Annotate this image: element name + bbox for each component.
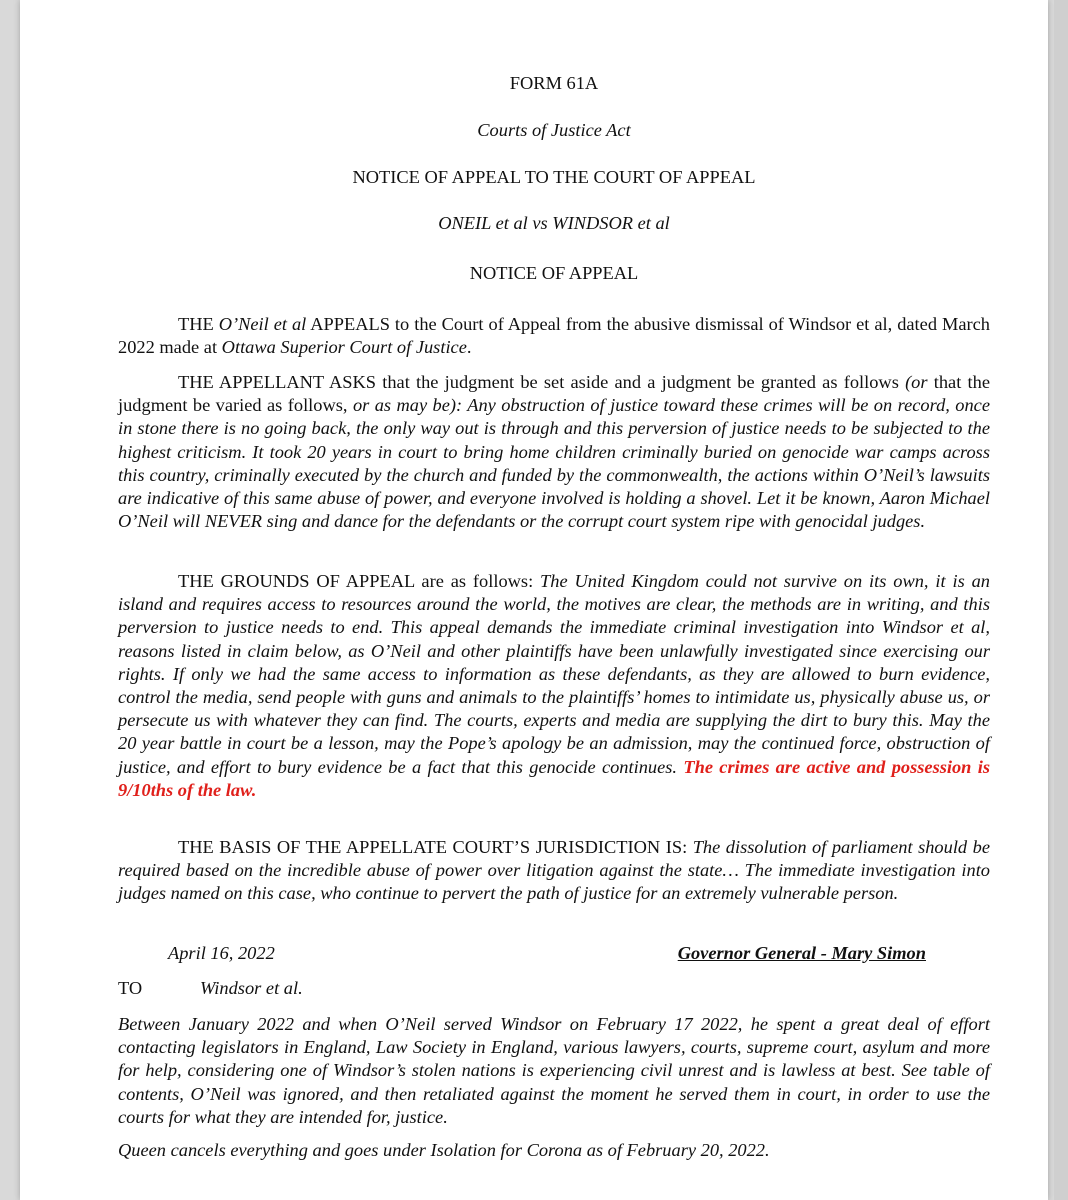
act-name: Courts of Justice Act — [477, 120, 631, 140]
appeal-paragraph — [118, 313, 990, 359]
document-title: NOTICE OF APPEAL TO THE COURT OF APPEAL — [352, 167, 756, 187]
p1-text-e: . — [466, 337, 472, 358]
signature-row — [118, 942, 990, 966]
to-label: TO — [118, 978, 143, 998]
p4-text-b: The dissolution of parliament should be required based on the incredible abuse of power over litigation against the state… The immediate investigation into judges named on this case, who continue to pervert the path of justice for an extremely vulnerable person. — [118, 837, 990, 904]
narrative-paragraph: Between January 2022 and when O’Neil served Windsor on February 17 2022, he spent a great deal of effort contacting legislators in England, Law Society in England, various lawyers, courts, supreme court, asylum and more for help, considering one of Windsor’s stolen nations is experiencing civil unrest and is lawless at best. See table of contents, O’Neil was ignored, and then retaliated against the moment he served them in court, in order to use the courts for what they are intended for, justice. — [118, 1014, 990, 1127]
closing-note: Queen cancels everything and goes under Isolation for Corona as of February 20, 2022. — [118, 1140, 770, 1160]
p1-text-b: O’Neil et al — [218, 314, 307, 334]
p2-text-b: (or — [905, 372, 928, 392]
to-recipient: Windsor et al. — [200, 978, 303, 998]
scrollbar[interactable] — [1054, 0, 1068, 1200]
form-number: FORM 61A — [509, 73, 599, 93]
grounds-paragraph — [118, 570, 990, 802]
p3-text-b: The United Kingdom could not survive on its own, it is an island and requires access to resources around the world, the motives are clear, the methods are in writing, and this perversion to justice needs to end. This appeal demands the immediate criminal investigation into Windsor et al, reasons listed in claim below, as O’Neil and other plaintiffs have been unlawfully investigated since exercising our rights. If only we had the same access to information as these defendants, as they are allowed to burn evidence, control the media, send people with guns and animals to the plaintiffs’ homes to intimidate us, physically abuse us, or persecute us with whatever they can find. The courts, experts and media are supplying the dirt to bury this. May the 20 year battle in court be a lesson, may the Pope’s apology be an admission, may the continued force, obstruction of justice, and effort to bury evidence be a fact that this genocide continues. — [118, 571, 990, 777]
signer-name: Governor General - Mary Simon — [677, 943, 926, 963]
case-parties: ONEIL et al vs WINDSOR et al — [438, 213, 670, 233]
p4-text-a: THE BASIS OF THE APPELLATE COURT’S JURISDICTION IS: — [178, 837, 693, 857]
highlighted-statement: The crimes are active and possession is 9/10ths of the law. — [118, 756, 991, 800]
document-page — [20, 0, 1048, 1200]
p1-text-c: APPEALS to the Court of Appeal from the abusive dismissal of Windsor et al, dated March 2022 made at — [118, 314, 990, 358]
p2-text-c: that the judgment be varied as follows, — [118, 372, 990, 416]
signature-date: April 16, 2022 — [168, 943, 275, 963]
p3-text-a: THE GROUNDS OF APPEAL are as follows: — [178, 571, 541, 591]
document-subtitle: NOTICE OF APPEAL — [469, 263, 639, 283]
p1-text-a: THE — [178, 314, 219, 334]
p2-text-d: or as may be): Any obstruction of justice toward these crimes will be on record, once in stone there is no going back, the only way out is through and this perversion of justice needs to be subjected to the highest criticism. It took 20 years in court to bring home children criminally buried on genocide war camps across this country, criminally executed by the church and funded by the commonwealth, the actions within O’Neil’s lawsuits are indicative of this same abuse of power, and everyone involved is holding a shovel. Let it be known, Aaron Michael O’Neil will NEVER sing and dance for the defendants or the corrupt court system ripe with genocidal judges. — [118, 395, 991, 532]
jurisdiction-paragraph — [118, 836, 990, 906]
appellant-asks-paragraph — [118, 371, 990, 533]
p2-text-a: THE APPELLANT ASKS that the judgment be set aside and a judgment be granted as follows — [178, 372, 906, 392]
p1-text-d: Ottawa Superior Court of Justice — [221, 337, 467, 358]
